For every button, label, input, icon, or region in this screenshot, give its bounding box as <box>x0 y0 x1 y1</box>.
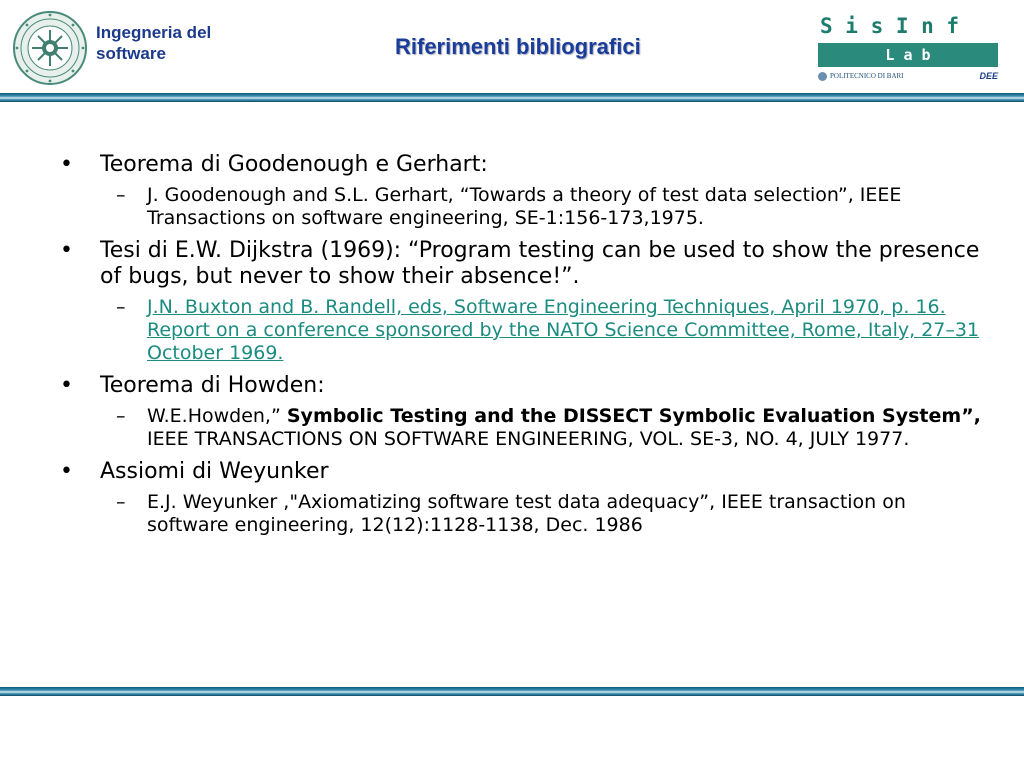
sub-item <box>58 184 988 230</box>
bullet-item <box>58 459 988 485</box>
course-title <box>96 22 211 64</box>
dash-symbol: – <box>116 405 126 427</box>
politecnico-label <box>818 72 904 81</box>
course-title-line1: Ingegneria del <box>96 23 212 42</box>
sub-text: J. Goodenough and S.L. Gerhart, “Towards a theory of test data selection”, IEEE Transactions on software engineering, SE-1:156-173,1975. <box>147 184 902 229</box>
sisinf-lab-logo <box>818 14 998 84</box>
bullet-text: Tesi di E.W. Dijkstra (1969): “Program testing can be used to show the presence of bugs, but never to show their absence!”. <box>100 238 980 289</box>
bullet-text: Teorema di Howden: <box>100 373 325 398</box>
bullet-item <box>58 152 988 178</box>
bullet-text: Assiomi di Weyunker <box>100 459 329 484</box>
dee-logo: DEE <box>979 71 998 81</box>
dash-symbol: – <box>116 296 126 318</box>
slide-body <box>58 152 988 545</box>
bullet-text: Teorema di Goodenough e Gerhart: <box>100 152 488 177</box>
reference-link[interactable]: J.N. Buxton and B. Randell, eds, Software Engineering Techniques, April 1970, p. 16. Report on a conference sponsored by the NATO Science Committee, Rome, Italy, 27–31 October 1969. <box>147 296 980 364</box>
sub-item <box>58 405 988 451</box>
sub-text-bold-title: Symbolic Testing and the DISSECT Symbolic Evaluation System”, <box>286 405 981 427</box>
sub-item <box>58 296 988 365</box>
bullet-symbol: • <box>60 238 73 263</box>
politecnico-logo-icon <box>818 72 827 81</box>
sub-text-prefix: W.E.Howden,” <box>147 405 281 427</box>
bullet-symbol: • <box>60 152 73 177</box>
header-divider <box>0 93 1024 102</box>
course-title-line2: software <box>96 44 166 63</box>
dash-symbol: – <box>116 491 126 513</box>
bullet-item <box>58 238 988 290</box>
bullet-symbol: • <box>60 459 73 484</box>
bullet-symbol: • <box>60 373 73 398</box>
sub-text-suffix: IEEE TRANSACTIONS ON SOFTWARE ENGINEERING, VOL. SE-3, NO. 4, JULY 1977. <box>147 428 910 450</box>
slide-title: Riferimenti bibliografici <box>395 34 641 59</box>
footer-divider <box>0 687 1024 696</box>
university-seal-icon <box>12 10 88 86</box>
sub-text: E.J. Weyunker ,"Axiomatizing software test data adequacy”, IEEE transaction on software engineering, 12(12):1128-1138, Dec. 1986 <box>147 491 906 536</box>
lab-logo-title: S i s I n f <box>820 14 960 38</box>
lab-logo-bar: L a b <box>818 43 998 67</box>
dash-symbol: – <box>116 184 126 206</box>
sub-item <box>58 491 988 537</box>
bullet-item <box>58 373 988 399</box>
politecnico-name: POLITECNICO DI BARI <box>830 72 904 80</box>
lab-logo-footer <box>818 71 998 81</box>
